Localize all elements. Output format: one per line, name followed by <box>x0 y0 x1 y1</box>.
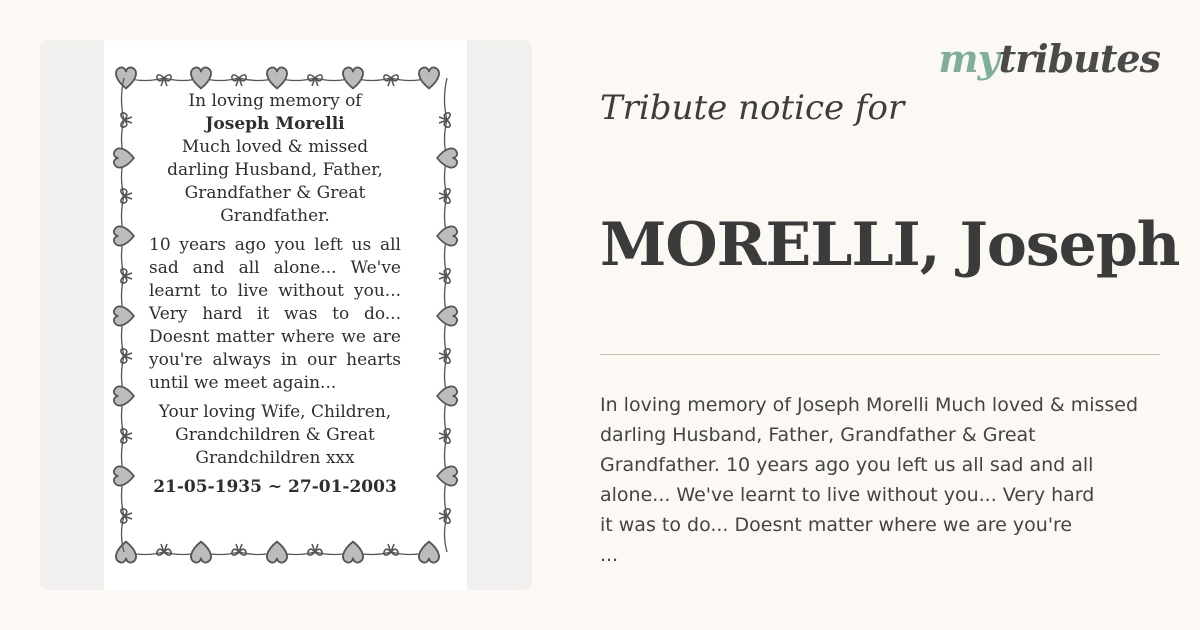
logo-part-my: my <box>938 36 999 81</box>
notice-image[interactable] <box>40 40 532 590</box>
excerpt-line: Grandfather. 10 years ago you left us all sad and all <box>600 454 1094 476</box>
divider <box>600 354 1160 355</box>
notice-name: Joseph Morelli <box>205 114 345 134</box>
notice-paper <box>104 40 467 590</box>
tribute-excerpt <box>600 390 1165 570</box>
excerpt-line: darling Husband, Father, Grandfather & Great <box>600 424 1036 446</box>
page-subtitle: Tribute notice for <box>600 88 905 128</box>
notice-paragraph-1: Much loved & missed darling Husband, Father, Grandfather & Great Grandfather. <box>167 137 383 226</box>
notice-text <box>149 90 401 499</box>
excerpt-ellipsis: ... <box>600 544 619 566</box>
notice-heading: In loving memory of <box>188 91 362 111</box>
excerpt-line: it was to do... Doesnt matter where we are you're <box>600 514 1073 536</box>
mytributes-logo[interactable] <box>938 36 1160 81</box>
logo-part-tributes: tributes <box>998 36 1160 81</box>
excerpt-line: In loving memory of Joseph Morelli Much loved & missed <box>600 394 1139 416</box>
excerpt-line: alone... We've learnt to live without you... Very hard <box>600 484 1095 506</box>
notice-paragraph-3: Your loving Wife, Children, Grandchildren & Great Grandchildren xxx <box>158 402 392 468</box>
notice-dates: 21-05-1935 ~ 27-01-2003 <box>153 477 397 497</box>
deceased-name: MORELLI, Joseph <box>600 210 1180 280</box>
notice-paragraph-2: 10 years ago you left us all sad and all alone... We've learnt to live without you... Very hard it was to do... Doesnt matter where we are you're always in our hearts until we meet again... <box>149 235 401 393</box>
